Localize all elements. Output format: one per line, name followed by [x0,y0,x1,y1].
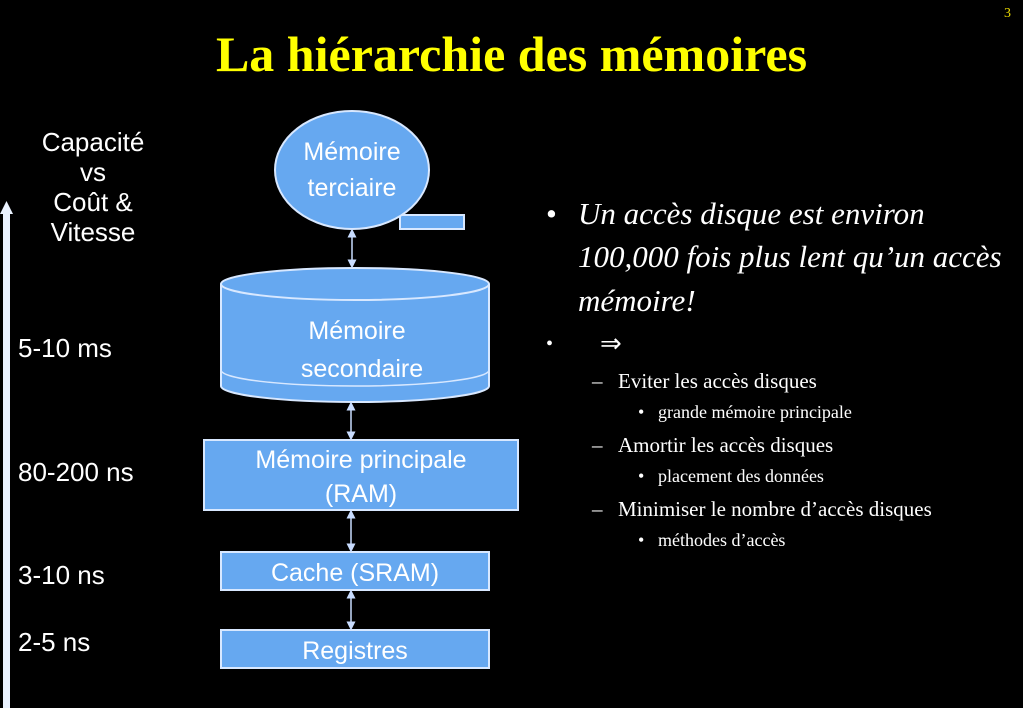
sub-sub-item-label: méthodes d’accès [658,530,786,551]
dash-marker: – [592,433,603,458]
sub-sub-item [540,402,1015,423]
axis-label-line: Vitesse [50,216,136,247]
bullet-dot: • [638,466,645,487]
dash-marker: – [592,497,603,522]
main-memory-node [204,440,518,510]
registers-node [221,630,489,668]
time-label-secondary: 5-10 ms [18,333,112,363]
bullet-implies [540,328,1015,359]
sub-sub-item-label: grande mémoire principale [658,402,852,423]
registers-label: Registres [302,637,408,665]
axis-label-line: Capacité [41,127,145,157]
bullet-disk-access [540,192,1015,322]
sub-item-label: Eviter les accès disques [618,369,817,394]
axis-label-line: vs [80,156,106,187]
bullet-dot: • [638,530,645,551]
sub-sub-item [540,530,1015,551]
tertiary-label-line1: Mémoire [303,138,401,166]
bullet-disk-access-text: Un accès disque est environ 100,000 fois plus lent qu’un accès mémoire! [578,196,1002,318]
sub-item [540,497,1015,522]
secondary-memory-node [221,268,489,402]
time-label-cache: 3-10 ns [18,560,105,590]
sub-item-label: Minimiser le nombre d’accès disques [618,497,932,522]
main-memory-label-line2: (RAM) [324,480,398,508]
page-number: 3 [1004,6,1011,21]
cache-node [221,552,489,590]
axis-label-line: Coût & [53,186,133,217]
bullet-dot: • [546,196,557,231]
dash-marker: – [592,369,603,394]
secondary-label-line1: Mémoire [308,317,406,345]
bullet-list [540,192,1015,551]
sub-sub-item [540,466,1015,487]
main-memory-label-line1: Mémoire principale [255,446,467,474]
tertiary-label-line2: terciaire [307,174,397,202]
tertiary-memory-node [275,111,464,229]
bullet-dot: • [546,333,554,356]
implies-symbol: ⇒ [600,329,622,359]
sub-sub-item-label: placement des données [658,466,824,487]
secondary-label-line2: secondaire [300,355,424,383]
sub-item-label: Amortir les accès disques [618,433,834,458]
sub-item [540,369,1015,394]
time-label-main: 80-200 ns [18,457,134,487]
cache-label: Cache (SRAM) [270,559,440,587]
sub-item [540,433,1015,458]
capacity-axis-arrow [0,201,13,708]
bullet-dot: • [638,402,645,423]
time-label-registers: 2-5 ns [18,627,91,657]
slide-title: La hiérarchie des mémoires [215,26,808,82]
